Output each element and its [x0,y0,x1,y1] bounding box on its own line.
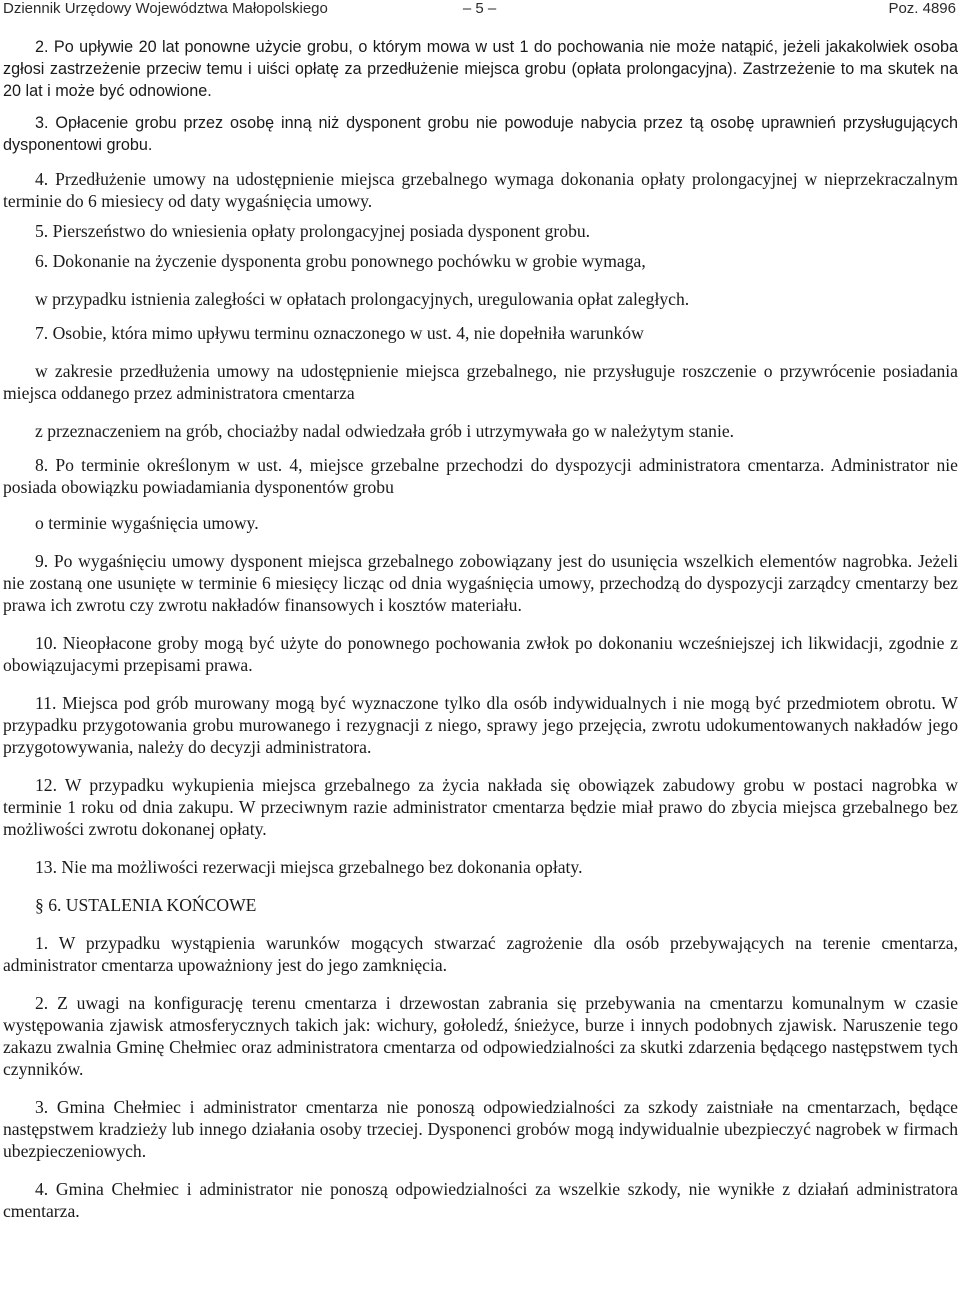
paragraph-13: 13. Nie ma możliwości rezerwacji miejsca grzebalnego bez dokonania opłaty. [35,857,583,877]
paragraph-6-second: w przypadku istnienia zaległości w opłatach prolongacyjnych, uregulowania opłat zaległych. [35,289,690,309]
paragraph-2: 2. Po upływie 20 lat ponowne użycie grobu, o którym mowa w ust 1 do pochowania nie może natąpić, jeżeli jakakolwiek osoba zgłosi zastrzeżenie przeciw temu i uiści opłatę za przedłużenie miejsca grobu (opłata prolongacyjna). Zastrzeżenie to ma skutek na 20 lat i może być odnowione. [3,38,958,100]
paragraph-7-first: 7. Osobie, która mimo upływu terminu oznaczonego w ust. 4, nie dopełniła warunków [35,323,644,343]
paragraph-8-first: 8. Po terminie określonym w ust. 4, miejsce grzebalne przechodzi do dyspozycji administratora cmentarza. Administrator nie posiada obowiązku powiadamiania dysponentów grobu [3,455,958,497]
final-provision-1: 1. W przypadku wystąpienia warunków mogących stwarzać zagrożenie dla osób przebywających na terenie cmentarza, administrator cmentarza upoważniony jest do jego zamknięcia. [3,933,958,975]
page-header [3,0,958,18]
position-number: Poz. 4896 [888,0,956,17]
paragraph-5: 5. Pierszeństwo do wniesienia opłaty prolongacyjnej posiada dysponent grobu. [35,221,591,241]
paragraph-9: 9. Po wygaśnięciu umowy dysponent miejsca grzebalnego zobowiązany jest do usunięcia wszelkich elementów nagrobka. Jeżeli nie zostaną one usunięte w terminie 6 miesięcy licząc od dnia wygaśnięcia umowy, przechodzą do dyspozycji zarządcy cmentarzy bez prawa ich zwrotu czy zwrotu nakładów finansowych i kosztów materiału. [3,551,958,615]
document-body [3,36,958,1222]
journal-name: Dziennik Urzędowy Województwa Małopolskiego [3,0,328,17]
final-provision-4: 4. Gmina Chełmiec i administrator nie ponoszą odpowiedzialności za wszelkie szkody, nie wynikłe z działań administratora cmentarza. [3,1179,958,1221]
section-mark: § 6. [35,895,62,915]
paragraph-7-second: w zakresie przedłużenia umowy na udostępnienie miejsca grzebalnego, nie przysługuje roszczenie o przywrócenie posiadania miejsca oddanego przez administratora cmentarza [3,361,958,403]
paragraph-8-second: o terminie wygaśnięcia umowy. [35,513,259,533]
paragraph-4: 4. Przedłużenie umowy na udostępnienie miejsca grzebalnego wymaga dokonania opłaty prolongacyjnej w nieprzekraczalnym terminie do 6 miesiecy od daty wygaśnięcia umowy. [3,169,958,211]
paragraph-6-first: 6. Dokonanie na życzenie dysponenta grobu ponownego pochówku w grobie wymaga, [35,251,646,271]
paragraph-10: 10. Nieopłacone groby mogą być użyte do ponownego pochowania zwłok po dokonaniu wcześniejszej ich likwidacji, zgodnie z obowiązujacymi przepisami prawa. [3,633,958,675]
paragraph-12: 12. W przypadku wykupienia miejsca grzebalnego za życia nakłada się obowiązek zabudowy grobu w postaci nagrobka w terminie 1 roku od dnia zakupu. W przeciwnym razie administrator cmentarza będzie miał prawo do zbycia miejsca grzebalnego bez możliwości zwrotu dokonanej opłaty. [3,775,958,839]
paragraph-11: 11. Miejsca pod grób murowany mogą być wyznaczone tylko dla osób indywidualnych i nie mogą być przedmiotem obrotu. W przypadku przygotowania grobu murowanego i rezygnacji z niego, sprawy jego przejęcia, zwrotu udokumentowanych nakładów jego przygotowywania, należy do decyzji administratora. [3,693,958,757]
section-heading [3,894,958,916]
paragraph-3: 3. Opłacenie grobu przez osobę inną niż dysponent grobu nie powoduje nabycia przez tą osobę uprawnień przysługujących dysponentowi grobu. [3,114,958,154]
page-number: – 5 – [462,0,497,17]
final-provision-2: 2. Z uwagi na konfigurację terenu cmentarza i drzewostan zabrania się przebywania na cmentarzu komunalnym w czasie występowania zjawisk atmosferycznych takich jak: wichury, gołoledź, śnieżyce, burze i innych podobnych zjawisk. Naruszenie tego zakazu zwalnia Gminę Chełmiec oraz administratora cmentarza od odpowiedzialności za skutki zdarzenia będącego następstwem tych czynników. [3,993,958,1079]
section-title: USTALENIA KOŃCOWE [65,895,257,915]
paragraph-7-third: z przeznaczeniem na grób, chociażby nadal odwiedzała grób i utrzymywała go w należytym stanie. [35,421,735,441]
final-provision-3: 3. Gmina Chełmiec i administrator cmentarza nie ponoszą odpowiedzialności za szkody zaistniałe na cmentarzach, będące następstwem kradzieży lub innego działania osoby trzeciej. Dysponenci grobów mogą indywidualnie ubezpieczyć nagrobek w firmach ubezpieczeniowych. [3,1097,958,1161]
